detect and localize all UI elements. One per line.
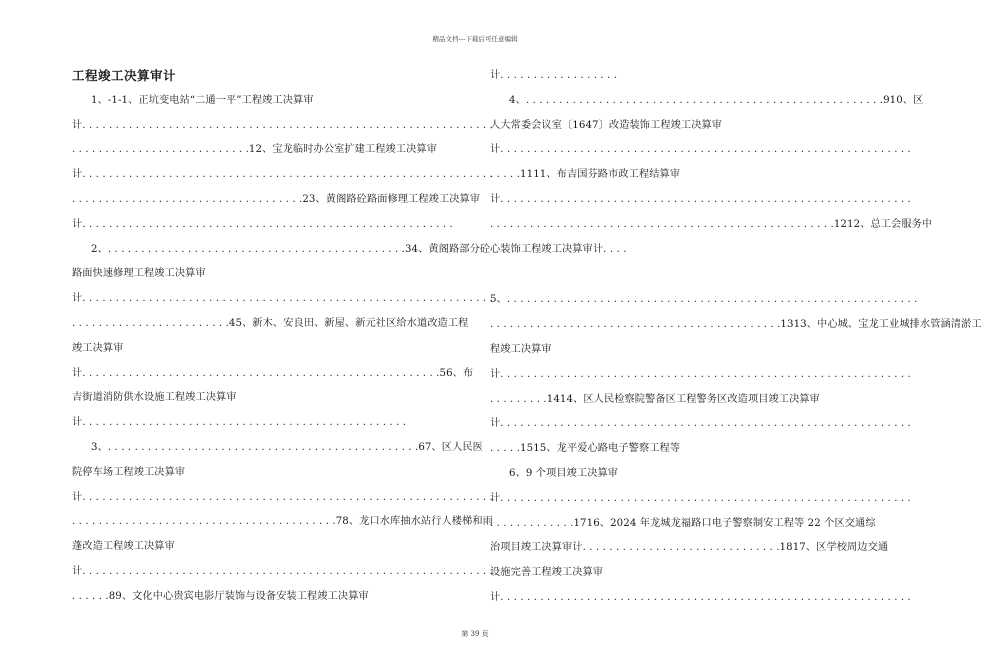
toc-line: . . . . . . . . . . . . . . . . . . . . . . . .45、新木、安良田、新屋、新元社区给水道改造工程 [72, 317, 469, 329]
toc-line: 设施完善工程竣工决算审 [490, 567, 604, 579]
toc-line: 计. . . . . . . . . . . . . . . . . . . . . . . . . . . . . . . . . . . . . . . . . . . . . . . . . . . . . . . . . . . . . . [490, 591, 911, 603]
toc-line: 计. . . . . . . . . . . . . . . . . . . . . . . . . . . . . . . . . . . . . . . . . . . . . . . . . . . . . .56、布 [72, 367, 474, 379]
toc-line: 竣工决算审 [72, 342, 124, 354]
toc-line: 计. . . . . . . . . . . . . . . . . . . . . . . . . . . . . . . . . . . . . . . . . . . . . . . . . . . . . . . . . . . . . . [72, 119, 493, 131]
toc-line: 5、. . . . . . . . . . . . . . . . . . . . . . . . . . . . . . . . . . . . . . . . . . . . . . . . . . . . . . . . . . . . . . [490, 294, 918, 306]
toc-line: 4、. . . . . . . . . . . . . . . . . . . . . . . . . . . . . . . . . . . . . . . . . . . . . . . . . . . . . .910、区 [509, 94, 924, 106]
toc-line: . . . . . . . . . . . . . . . . . . . . . . . . . . . . . . . . . . .23、黄阁路砼路面修理工程竣工决算审 [72, 193, 481, 205]
toc-line: 计. . . . . . . . . . . . . . . . . . . . . . . . . . . . . . . . . . . . . . . . . . . . . . . . . . . . . . . . . . . . . . [490, 193, 911, 205]
toc-line: 计. . . . . . . . . . . . . . . . . . . . . . . . . . . . . . . . . . . . . . . . . . . . . . . . . . . . . . . . . . . . . . [72, 293, 493, 305]
toc-line: 蓬改造工程竣工决算审 [72, 541, 175, 553]
toc-line: 计. . . . . . . . . . . . . . . . . . . . . . . . . . . . . . . . . . . . . . . . . . . . . . . . . [72, 417, 407, 429]
blank-line [490, 262, 878, 288]
toc-line: 吉街道消防供水设施工程竣工决算审 [72, 392, 237, 404]
toc-line: . . . . . .89、文化中心贵宾电影厅装饰与设备安装工程竣工决算审 [72, 590, 369, 602]
toc-line: . . . . . . . . . . . . . . . . . . . . . . . . . . . . . . . . . . . . . . . .78、龙口水库抽水站行人楼梯和雨 [72, 516, 493, 528]
toc-line: 程竣工决算审 [490, 343, 552, 355]
toc-line: 计. . . . . . . . . . . . . . . . . . . . . . . . . . . . . . . . . . . . . . . . . . . . . . . . . . . . . . . . . . . . . . [490, 368, 911, 380]
toc-line: 计. . . . . . . . . . . . . . . . . . . . . . . . . . . . . . . . . . . . . . . . . . . . . . . . . . . . . . . . . . . . . . [490, 418, 911, 430]
toc-line: 6、9 个项目竣工决算审 [509, 467, 619, 479]
toc-column-left [72, 64, 493, 610]
toc-line: 3、. . . . . . . . . . . . . . . . . . . . . . . . . . . . . . . . . . . . . . . . . . . . . . .67、区人民医 [91, 441, 483, 453]
toc-line: 1、-1-1、正坑变电站“二通一平”工程竣工决算审 [91, 94, 314, 106]
toc-line: . . . . . . . . . . . . . . . . . . . . . . . . . . .12、宝龙临时办公室扩建工程竣工决算审 [72, 144, 437, 156]
page-number: 第 39 页 [461, 630, 489, 638]
toc-line: . . . . . . . . . . . . .1716、2024 年龙城龙福路口电子警察制安工程等 22 个区交通综 [490, 517, 876, 529]
toc-line: . . . . . . . . . . . . . . . . . . . . . . . . . . . . . . . . . . . . . . . . . . . .1313、中心城、宝龙工业城排水管涵清淤工 [490, 319, 982, 331]
toc-line: . . . . .1515、龙平爱心路电子警察工程等 [490, 443, 681, 455]
toc-line: 路面快速修理工程竣工决算审 [72, 268, 206, 280]
toc-line: . . . . . . . . . . . . . . . . . . . . . . . . . . . . . . . . . . . . . . . . . . . . . . . . . . . .1212、总工会服务中 [490, 218, 933, 230]
toc-line: 2、. . . . . . . . . . . . . . . . . . . . . . . . . . . . . . . . . . . . . . . . . . . . .34、黄阁路部分砼 [91, 243, 491, 255]
toc-line: 计. . . . . . . . . . . . . . . . . . . . . . . . . . . . . . . . . . . . . . . . . . . . . . . . . . . . . . . . . . . . . . [72, 491, 493, 503]
toc-line: 心装饰工程竣工决算审计. . . . [490, 243, 627, 255]
toc-line: 计. . . . . . . . . . . . . . . . . . . . . . . . . . . . . . . . . . . . . . . . . . . . . . . . . . . . . . . . . . . . . . [490, 144, 911, 156]
toc-line: . . . . . . . . .1414、区人民检察院警备区工程警务区改造项目竣工决算审 [490, 393, 820, 405]
toc-line: 治项目竣工决算审计. . . . . . . . . . . . . . . . . . . . . . . . . . . . . .1817、区学校周边交通 [490, 542, 889, 554]
toc-column-right [490, 64, 982, 611]
toc-line: 计. . . . . . . . . . . . . . . . . . . . . . . . . . . . . . . . . . . . . . . . . . . . . . . . . . . . . . . . . . . . . . [72, 565, 493, 577]
section-title: 工程竣工决算审计 [72, 68, 177, 83]
toc-line: 院停车场工程竣工决算审 [72, 466, 186, 478]
toc-line: 计. . . . . . . . . . . . . . . . . . . . . . . . . . . . . . . . . . . . . . . . . . . . . . . . . . . . . . . . . . . . . . [72, 169, 493, 181]
toc-line: . . . . .1111、布吉国芬路市政工程结算审 [490, 169, 681, 181]
toc-line: 计. . . . . . . . . . . . . . . . . . . . . . . . . . . . . . . . . . . . . . . . . . . . . . . . . . . . . . . . [72, 218, 453, 230]
toc-line: 计. . . . . . . . . . . . . . . . . . [490, 70, 618, 81]
page-header: 精品文档---下载后可任意编辑 [432, 35, 518, 43]
toc-line: 计. . . . . . . . . . . . . . . . . . . . . . . . . . . . . . . . . . . . . . . . . . . . . . . . . . . . . . . . . . . . . . [490, 492, 911, 504]
toc-line: 人大常委会议室〔1647〕改造装饰工程竣工决算审 [490, 119, 723, 131]
